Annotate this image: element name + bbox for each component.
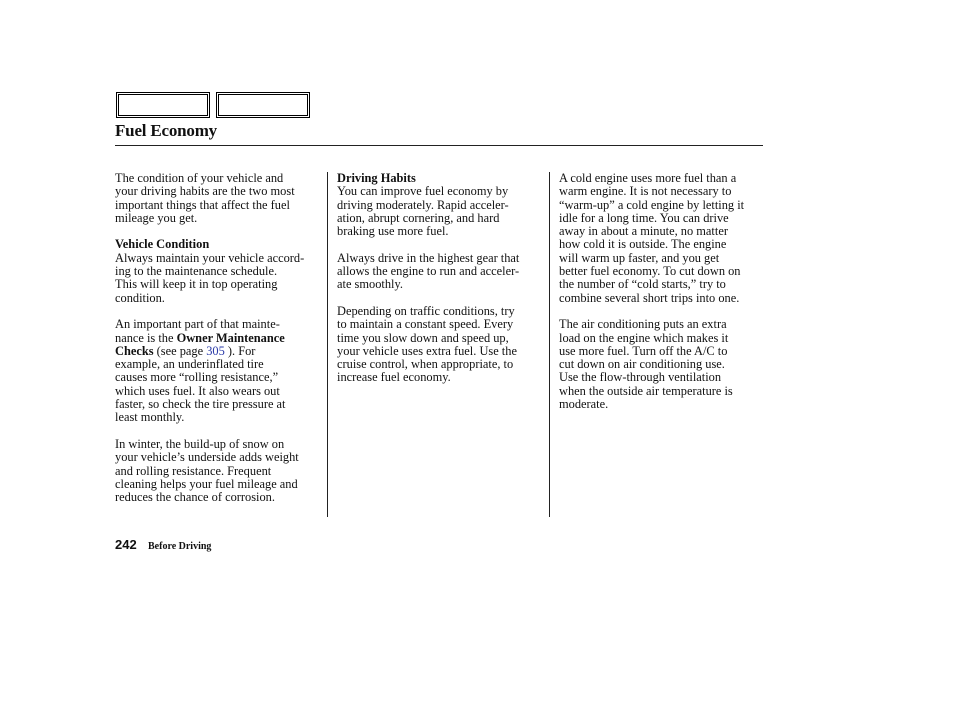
- text-line: your vehicle’s underside adds weight: [115, 450, 299, 465]
- section-tab-box-2: [216, 92, 310, 118]
- text-line: cut down on air conditioning use.: [559, 357, 725, 372]
- driving-habits-heading: Driving Habits: [337, 171, 416, 185]
- text-line: Depending on traffic conditions, try: [337, 303, 515, 318]
- text-line: will warm up faster, and you get: [559, 250, 720, 265]
- intro-paragraph: [115, 172, 327, 225]
- owner-maintenance-bold: Owner Maintenance: [176, 330, 285, 345]
- text-line: You can improve fuel economy by: [337, 184, 509, 199]
- maintenance-paragraph: [115, 318, 327, 424]
- text-line: causes more “rolling resistance,”: [115, 370, 279, 385]
- text-line: which uses fuel. It also wears out: [115, 383, 280, 398]
- text-line: example, an underinflated tire: [115, 357, 264, 372]
- text-line: The condition of your vehicle and: [115, 171, 284, 185]
- text-line: increase fuel economy.: [337, 370, 451, 385]
- text-column-2: [337, 172, 545, 398]
- text-line: cruise control, when appropriate, to: [337, 357, 514, 372]
- text-line: faster, so check the tire pressure at: [115, 397, 286, 412]
- text-line: Always maintain your vehicle accord-: [115, 250, 305, 265]
- text-line: allows the engine to run and acceler-: [337, 264, 520, 279]
- page-title: Fuel Economy: [115, 121, 217, 140]
- highest-gear-paragraph: [337, 252, 545, 292]
- text-line: “warm-up” a cold engine by letting it: [559, 197, 745, 212]
- text-line: warm engine. It is not necessary to: [559, 184, 732, 199]
- section-name: Before Driving: [148, 541, 212, 552]
- text-line: to maintain a constant speed. Every: [337, 317, 514, 332]
- text-fragment: (see page: [153, 343, 207, 358]
- vehicle-condition-paragraph: [115, 238, 327, 304]
- text-line: mileage you get.: [115, 210, 198, 225]
- page-number: 242: [115, 537, 137, 552]
- text-line: ate smoothly.: [337, 277, 403, 292]
- text-line: braking use more fuel.: [337, 224, 449, 239]
- title-divider: [115, 145, 763, 146]
- text-fragment: ). For: [224, 343, 256, 358]
- text-line: your vehicle uses extra fuel. Use the: [337, 343, 517, 358]
- text-line: load on the engine which makes it: [559, 330, 729, 345]
- text-line: better fuel economy. To cut down on: [559, 264, 741, 279]
- text-line: idle for a long time. You can drive: [559, 210, 729, 225]
- text-line: when the outside air temperature is: [559, 383, 733, 398]
- text-line: time you slow down and speed up,: [337, 330, 509, 345]
- text-line: ation, abrupt cornering, and hard: [337, 210, 500, 225]
- text-line: away in about a minute, no matter: [559, 224, 728, 239]
- text-column-3: [559, 172, 763, 425]
- cold-engine-paragraph: [559, 172, 763, 305]
- text-line: reduces the chance of corrosion.: [115, 490, 275, 505]
- vehicle-condition-heading: Vehicle Condition: [115, 237, 210, 252]
- section-tab-box-1: [116, 92, 210, 118]
- text-line: This will keep it in top operating: [115, 277, 278, 292]
- text-column-1: [115, 172, 327, 518]
- text-line: ing to the maintenance schedule.: [115, 264, 278, 279]
- text-fragment: nance is the: [115, 330, 177, 345]
- constant-speed-paragraph: [337, 305, 545, 385]
- text-line: and rolling resistance. Frequent: [115, 463, 272, 478]
- text-line: least monthly.: [115, 410, 185, 425]
- text-line: Always drive in the highest gear that: [337, 250, 520, 265]
- air-conditioning-paragraph: [559, 318, 763, 411]
- text-line: the number of “cold starts,” try to: [559, 277, 726, 292]
- text-line: combine several short trips into one.: [559, 290, 740, 305]
- text-line: An important part of that mainte-: [115, 317, 280, 332]
- text-line: [115, 345, 327, 358]
- text-line: cleaning helps your fuel mileage and: [115, 476, 298, 491]
- column-divider-2: [549, 172, 550, 517]
- text-line: The air conditioning puts an extra: [559, 317, 727, 332]
- text-line: driving moderately. Rapid acceler-: [337, 197, 509, 212]
- winter-paragraph: [115, 438, 327, 504]
- text-line: how cold it is outside. The engine: [559, 237, 727, 252]
- checks-bold: Checks: [115, 343, 154, 358]
- text-line: your driving habits are the two most: [115, 184, 295, 199]
- text-line: Use the flow-through ventilation: [559, 370, 722, 385]
- text-line: condition.: [115, 290, 165, 305]
- text-line: [115, 332, 327, 345]
- text-line: important things that affect the fuel: [115, 197, 290, 212]
- text-line: A cold engine uses more fuel than a: [559, 171, 737, 185]
- driving-habits-paragraph: [337, 172, 545, 238]
- text-line: moderate.: [559, 397, 609, 412]
- text-line: In winter, the build-up of snow on: [115, 436, 285, 451]
- column-divider-1: [327, 172, 328, 517]
- text-line: use more fuel. Turn off the A/C to: [559, 343, 728, 358]
- page-305-link[interactable]: 305: [206, 343, 225, 358]
